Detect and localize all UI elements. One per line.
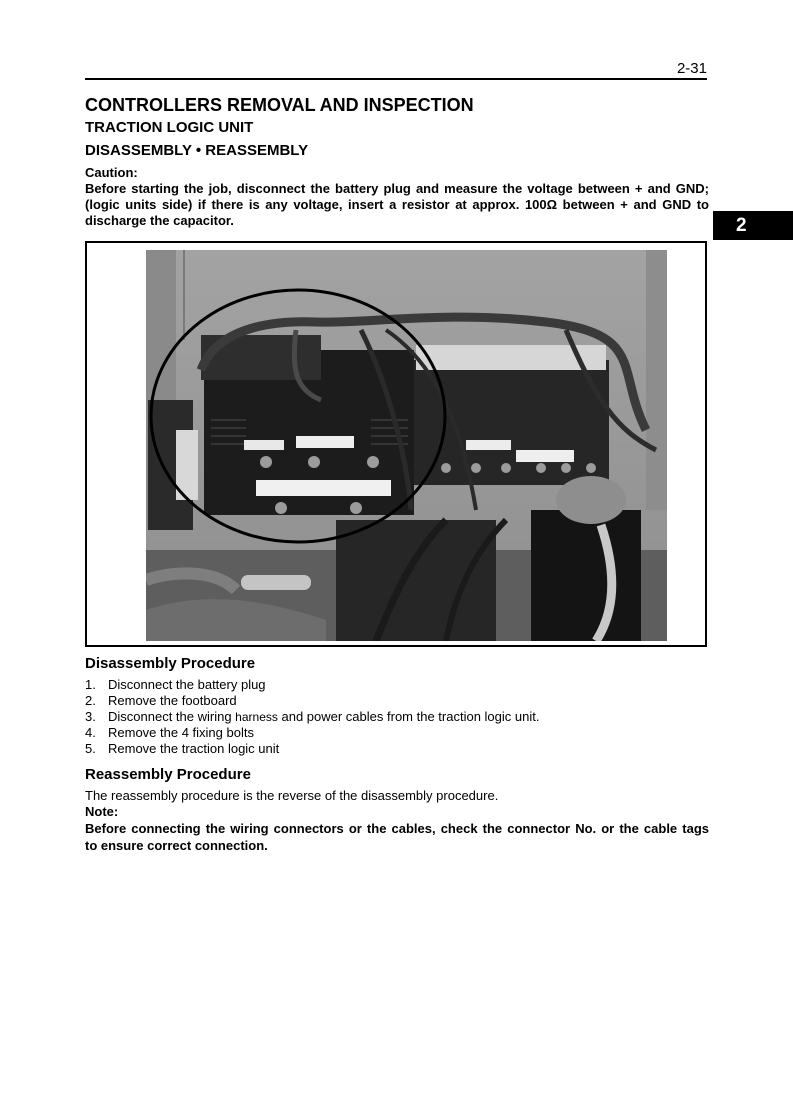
step-item [85,693,539,709]
step-number: 4. [85,725,96,740]
page-title: CONTROLLERS REMOVAL AND INSPECTION [85,95,474,115]
step-item [85,725,539,741]
pump-cap [556,476,626,524]
step-text: Disconnect the wiring [108,709,236,724]
acs-label [256,480,391,496]
caution-line: (logic units side) if there is any voltage, insert a resistor at approx. 100Ω between + and GND to [85,197,709,212]
step-number: 1. [85,677,96,692]
caution-text [85,181,709,229]
motor-box [531,510,641,641]
caution-line: discharge the capacitor. [85,213,234,228]
figure-frame [85,241,707,647]
step-item [85,709,539,725]
note-label: Note: [85,804,119,819]
step-text: Remove the traction logic unit [108,741,280,756]
reassembly-text: The reassembly procedure is the reverse of the disassembly procedure. [85,788,499,803]
note-line: to ensure correct connection. [85,838,268,853]
caution-label: Caution: [85,165,138,180]
chapter-tab: 2 [713,211,793,240]
step-text: Disconnect the battery plug [108,677,266,692]
step-text: and power cables from the traction logic unit. [277,709,540,724]
disassembly-steps [85,677,539,757]
controller-photo [146,250,667,641]
step-text: Remove the footboard [108,693,237,708]
disassembly-heading: Disassembly Procedure [85,655,256,672]
page-subtitle: TRACTION LOGIC UNIT [85,119,254,136]
step-number: 5. [85,741,96,756]
step-text-small: harness [235,710,278,724]
step-item [85,677,539,693]
reassembly-heading: Reassembly Procedure [85,766,251,783]
note-text [85,820,709,854]
caution-line: Before starting the job, disconnect the battery plug and measure the voltage between + and GND; [85,181,709,196]
section-title: DISASSEMBLY • REASSEMBLY [85,142,309,159]
header-rule [85,78,707,80]
step-text: Remove the 4 fixing bolts [108,725,254,740]
note-line: Before connecting the wiring connectors or the cables, check the connector No. or the cable tags [85,821,709,836]
step-number: 3. [85,709,96,724]
page-number: 2-31 [676,60,707,77]
step-item [85,741,539,757]
step-number: 2. [85,693,96,708]
